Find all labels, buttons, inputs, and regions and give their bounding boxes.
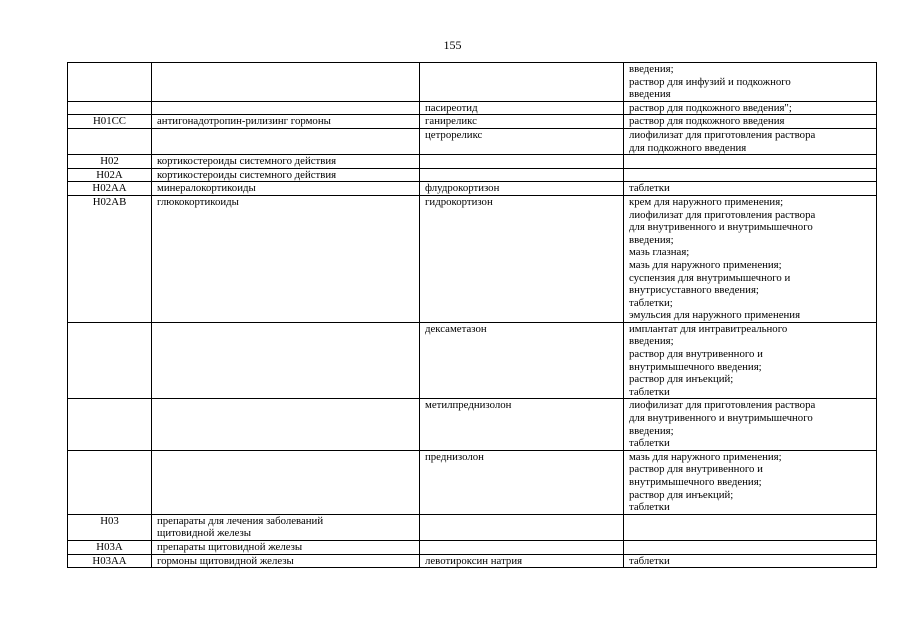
- dosage-form-line: мазь для наружного применения;: [629, 258, 782, 271]
- table-row: [68, 322, 877, 399]
- atc-code-cell: [68, 128, 152, 154]
- drug-name-cell: преднизолон: [420, 450, 624, 514]
- dosage-form-line: таблетки: [629, 385, 670, 398]
- dosage-form-line: эмульсия для наружного применения: [629, 309, 801, 322]
- anatomical-group-cell: [152, 514, 420, 540]
- table-row: [68, 540, 877, 554]
- dosage-form-line: раствор для подкожного введения";: [629, 101, 792, 114]
- group-line: щитовидной железы: [157, 527, 252, 540]
- anatomical-group-cell: [152, 322, 420, 399]
- drug-name-cell: [420, 540, 624, 554]
- table-row: [68, 168, 877, 182]
- atc-code-cell: H03AA: [68, 554, 152, 568]
- anatomical-group-cell: [152, 182, 420, 196]
- anatomical-group-cell: [152, 115, 420, 129]
- dosage-form-line: лиофилизат для приготовления раствора: [629, 128, 816, 141]
- dosage-forms-cell: [624, 554, 877, 568]
- group-line: антигонадотропин-рилизинг гормоны: [157, 115, 331, 128]
- anatomical-group-cell: [152, 399, 420, 450]
- dosage-forms-cell: [624, 155, 877, 169]
- drug-name-cell: [420, 63, 624, 102]
- table-row: [68, 450, 877, 514]
- drug-table: [67, 62, 877, 568]
- dosage-form-line: суспензия для внутримышечного и: [629, 271, 791, 284]
- dosage-form-line: раствор для инъекций;: [629, 488, 734, 501]
- dosage-form-line: крем для наружного применения;: [629, 195, 784, 208]
- group-line: препараты для лечения заболеваний: [157, 514, 324, 527]
- dosage-form-line: внутримышечного введения;: [629, 476, 762, 488]
- table-row: [68, 514, 877, 540]
- drug-name-cell: метилпреднизолон: [420, 399, 624, 450]
- atc-code-cell: H02: [68, 155, 152, 169]
- anatomical-group-cell: [152, 540, 420, 554]
- dosage-form-line: мазь для наружного применения;: [629, 450, 782, 463]
- drug-name-cell: левотироксин натрия: [420, 554, 624, 568]
- dosage-form-line: мазь глазная;: [629, 246, 690, 259]
- dosage-form-line: имплантат для интравитреального: [629, 322, 788, 335]
- anatomical-group-cell: [152, 128, 420, 154]
- drug-name-cell: дексаметазон: [420, 322, 624, 399]
- table-row: [68, 101, 877, 115]
- atc-code-cell: H01CC: [68, 115, 152, 129]
- atc-code-cell: [68, 322, 152, 399]
- anatomical-group-cell: [152, 554, 420, 568]
- group-line: кортикостероиды системного действия: [157, 155, 337, 168]
- drug-name-cell: флудрокортизон: [420, 182, 624, 196]
- dosage-form-line: введения: [629, 88, 671, 101]
- dosage-form-line: раствор для инфузий и подкожного: [629, 75, 791, 88]
- dosage-form-line: лиофилизат для приготовления раствора: [629, 208, 816, 221]
- drug-name-cell: [420, 168, 624, 182]
- drug-name-cell: пасиреотид: [420, 101, 624, 115]
- dosage-form-line: таблетки: [629, 437, 670, 450]
- dosage-forms-cell: [624, 115, 877, 129]
- dosage-form-line: для внутривенного и внутримышечного: [629, 221, 813, 234]
- dosage-form-line: лиофилизат для приготовления раствора: [629, 399, 816, 412]
- group-line: глюкокортикоиды: [157, 195, 239, 208]
- page-number: 155: [443, 38, 462, 52]
- dosage-form-line: введения;: [629, 424, 674, 437]
- dosage-forms-cell: [624, 182, 877, 196]
- drug-name-cell: цетрореликс: [420, 128, 624, 154]
- dosage-form-line: раствор для подкожного введения: [629, 115, 785, 128]
- dosage-form-line: таблетки: [629, 501, 670, 514]
- atc-code-cell: [68, 450, 152, 514]
- group-line: минералокортикоиды: [157, 182, 256, 195]
- dosage-forms-cell: [624, 168, 877, 182]
- atc-code-cell: [68, 101, 152, 115]
- table-row: [68, 554, 877, 568]
- anatomical-group-cell: [152, 63, 420, 102]
- dosage-forms-cell: [624, 450, 877, 514]
- dosage-form-line: раствор для инъекций;: [629, 373, 734, 386]
- drug-name-cell: гидрокортизон: [420, 195, 624, 322]
- dosage-forms-cell: [624, 514, 877, 540]
- table-row: [68, 63, 877, 102]
- group-line: кортикостероиды системного действия: [157, 168, 337, 181]
- atc-code-cell: [68, 399, 152, 450]
- table-row: [68, 115, 877, 129]
- drug-name-cell: [420, 155, 624, 169]
- anatomical-group-cell: [152, 195, 420, 322]
- table-row: [68, 195, 877, 322]
- dosage-forms-cell: [624, 399, 877, 450]
- dosage-forms-cell: [624, 101, 877, 115]
- dosage-form-line: таблетки;: [629, 296, 673, 309]
- dosage-form-line: внутримышечного введения;: [629, 360, 762, 373]
- atc-code-cell: H03: [68, 514, 152, 540]
- dosage-form-line: раствор для внутривенного и: [629, 348, 763, 361]
- atc-code-cell: [68, 63, 152, 102]
- dosage-forms-cell: [624, 128, 877, 154]
- group-line: гормоны щитовидной железы: [157, 554, 294, 567]
- table-row: [68, 155, 877, 169]
- atc-code-cell: H03A: [68, 540, 152, 554]
- dosage-form-line: внутрисуставного введения;: [629, 284, 759, 297]
- dosage-form-line: для внутривенного и внутримышечного: [629, 412, 813, 425]
- drug-name-cell: ганиреликс: [420, 115, 624, 129]
- drug-name-cell: [420, 514, 624, 540]
- dosage-form-line: для подкожного введения: [629, 141, 747, 154]
- dosage-form-line: таблетки: [629, 182, 670, 195]
- dosage-form-line: раствор для внутривенного и: [629, 463, 763, 476]
- group-line: препараты щитовидной железы: [157, 540, 303, 553]
- atc-code-cell: H02AB: [68, 195, 152, 322]
- dosage-forms-cell: [624, 540, 877, 554]
- dosage-forms-cell: [624, 195, 877, 322]
- dosage-form-line: введения;: [629, 233, 674, 246]
- dosage-form-line: введения;: [629, 63, 674, 75]
- table-row: [68, 399, 877, 450]
- atc-code-cell: H02AA: [68, 182, 152, 196]
- dosage-form-line: таблетки: [629, 554, 670, 567]
- dosage-forms-cell: [624, 63, 877, 102]
- table-row: [68, 128, 877, 154]
- anatomical-group-cell: [152, 101, 420, 115]
- anatomical-group-cell: [152, 450, 420, 514]
- dosage-form-line: введения;: [629, 335, 674, 348]
- table-body: [68, 63, 877, 568]
- table-row: [68, 182, 877, 196]
- dosage-forms-cell: [624, 322, 877, 399]
- anatomical-group-cell: [152, 155, 420, 169]
- atc-code-cell: H02A: [68, 168, 152, 182]
- anatomical-group-cell: [152, 168, 420, 182]
